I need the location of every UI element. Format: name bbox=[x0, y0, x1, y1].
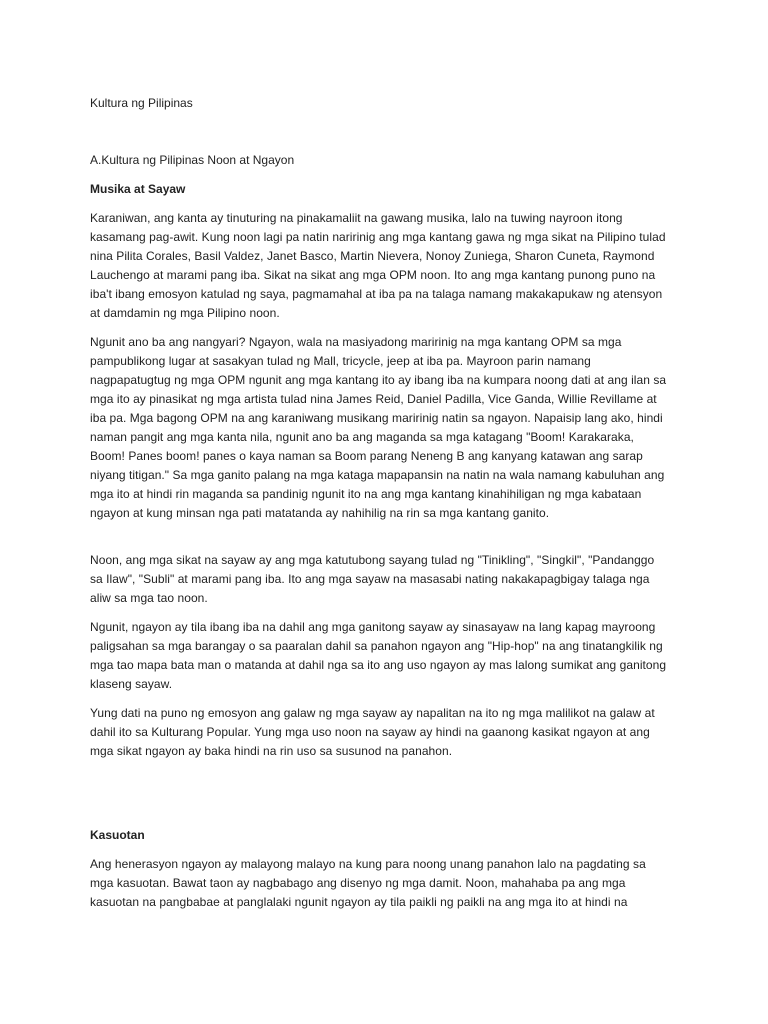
paragraph: Yung dati na puno ng emosyon ang galaw ng mga sayaw ay napalitan na ito ng mga malilikot na galaw at dahil ito sa Kulturang Popular. Yung mga uso noon na sayaw ay hindi na gaanong kasikat ngayon at ang mga sikat ngayon ay baka hindi na rin uso sa susunod na panahon. bbox=[90, 706, 655, 758]
spacer bbox=[90, 533, 670, 551]
paragraph: Ngunit ano ba ang nangyari? Ngayon, wala na masiyadong maririnig na mga kantang OPM sa mga pampublikong lugar at sasakyan tulad ng Mall, tricycle, jeep at iba pa. Mayroon parin namang nagpapatugtug ng mga OPM ngunit ang mga kantang ito ay ibang iba na kumpara noong dati at ang ilan sa mga ito ay pinasikat ng mga artista tulad nina James Reid, Daniel Padilla, Vice Ganda, Willie Revillame at iba pa. Mga bagong OPM na ang karaniwang musikang maririnig natin sa ngayon. Napaisip lang ako, hindi naman pangit ang mga kanta nila, ngunit ano ba ang maganda sa mga katagang "Boom! Karakaraka, Boom! Panes boom! panes o kaya naman sa Boom parang Neneng B ang kanyang katawan ang sarap niyang titigan." Sa mga ganito palang na mga kataga mapapansin na natin na wala namang kabuluhan ang mga ito at hindi rin maganda sa pandinig ngunit ito na ang mga kantang kinahihiligan ng mga kabataan ngayon at kung minsan nga pati matatanda ay nahihilig na rin sa mga kantang ganito. bbox=[90, 335, 667, 520]
paragraph: Ang henerasyon ngayon ay malayong malayo na kung para noong unang panahon lalo na pagdating sa mga kasuotan. Bawat taon ay nagbabago ang disenyo ng mga damit. Noon, mahahaba pa ang mga kasuotan na pangbabae at panglalaki ngunit ngayon ay tila paikli ng paikli na ang mga ito at hindi na bbox=[90, 857, 646, 909]
document-body bbox=[90, 151, 670, 922]
document-subtitle: A.Kultura ng Pilipinas Noon at Ngayon bbox=[90, 153, 295, 167]
section-heading-musika: Musika at Sayaw bbox=[90, 182, 186, 196]
section-heading-kasuotan: Kasuotan bbox=[90, 828, 145, 842]
paragraph: Ngunit, ngayon ay tila ibang iba na dahil ang mga ganitong sayaw ay sinasayaw na lang kapag mayroong paligsahan sa mga barangay o sa paaralan dahil sa panahon ngayon ang "Hip-hop" na ang tinatangkilik ng mga tao mapa bata man o matanda at dahil nga sa ito ang uso ngayon ay mas lalong sumikat ang ganitong klaseng sayaw. bbox=[90, 620, 667, 691]
document-title: Kultura ng Pilipinas bbox=[90, 96, 193, 110]
paragraph: Karaniwan, ang kanta ay tinuturing na pinakamaliit na gawang musika, lalo na tuwing nayroon itong kasamang pag-awit. Kung noon lagi pa natin naririnig ang mga kantang gawa ng mga sikat na Pilipino tulad nina Pilita Corales, Basil Valdez, Janet Basco, Martin Nievera, Nonoy Zuniega, Sharon Cuneta, Raymond Lauchengo at marami pang iba. Sikat na sikat ang mga OPM noon. Ito ang mga kantang punong puno na iba't ibang emosyon katulad ng saya, pagmamahal at iba pa na talaga namang makakapukaw ng atensyon at damdamin ng mga Pilipino noon. bbox=[90, 211, 666, 320]
paragraph: Noon, ang mga sikat na sayaw ay ang mga katutubong sayang tulad ng "Tinikling", "Singkil", "Pandanggo sa Ilaw", "Subli" at marami pang iba. Ito ang mga sayaw na masasabi nating nakakapagbigay talaga nga aliw sa mga tao noon. bbox=[90, 553, 655, 605]
spacer bbox=[90, 771, 670, 826]
